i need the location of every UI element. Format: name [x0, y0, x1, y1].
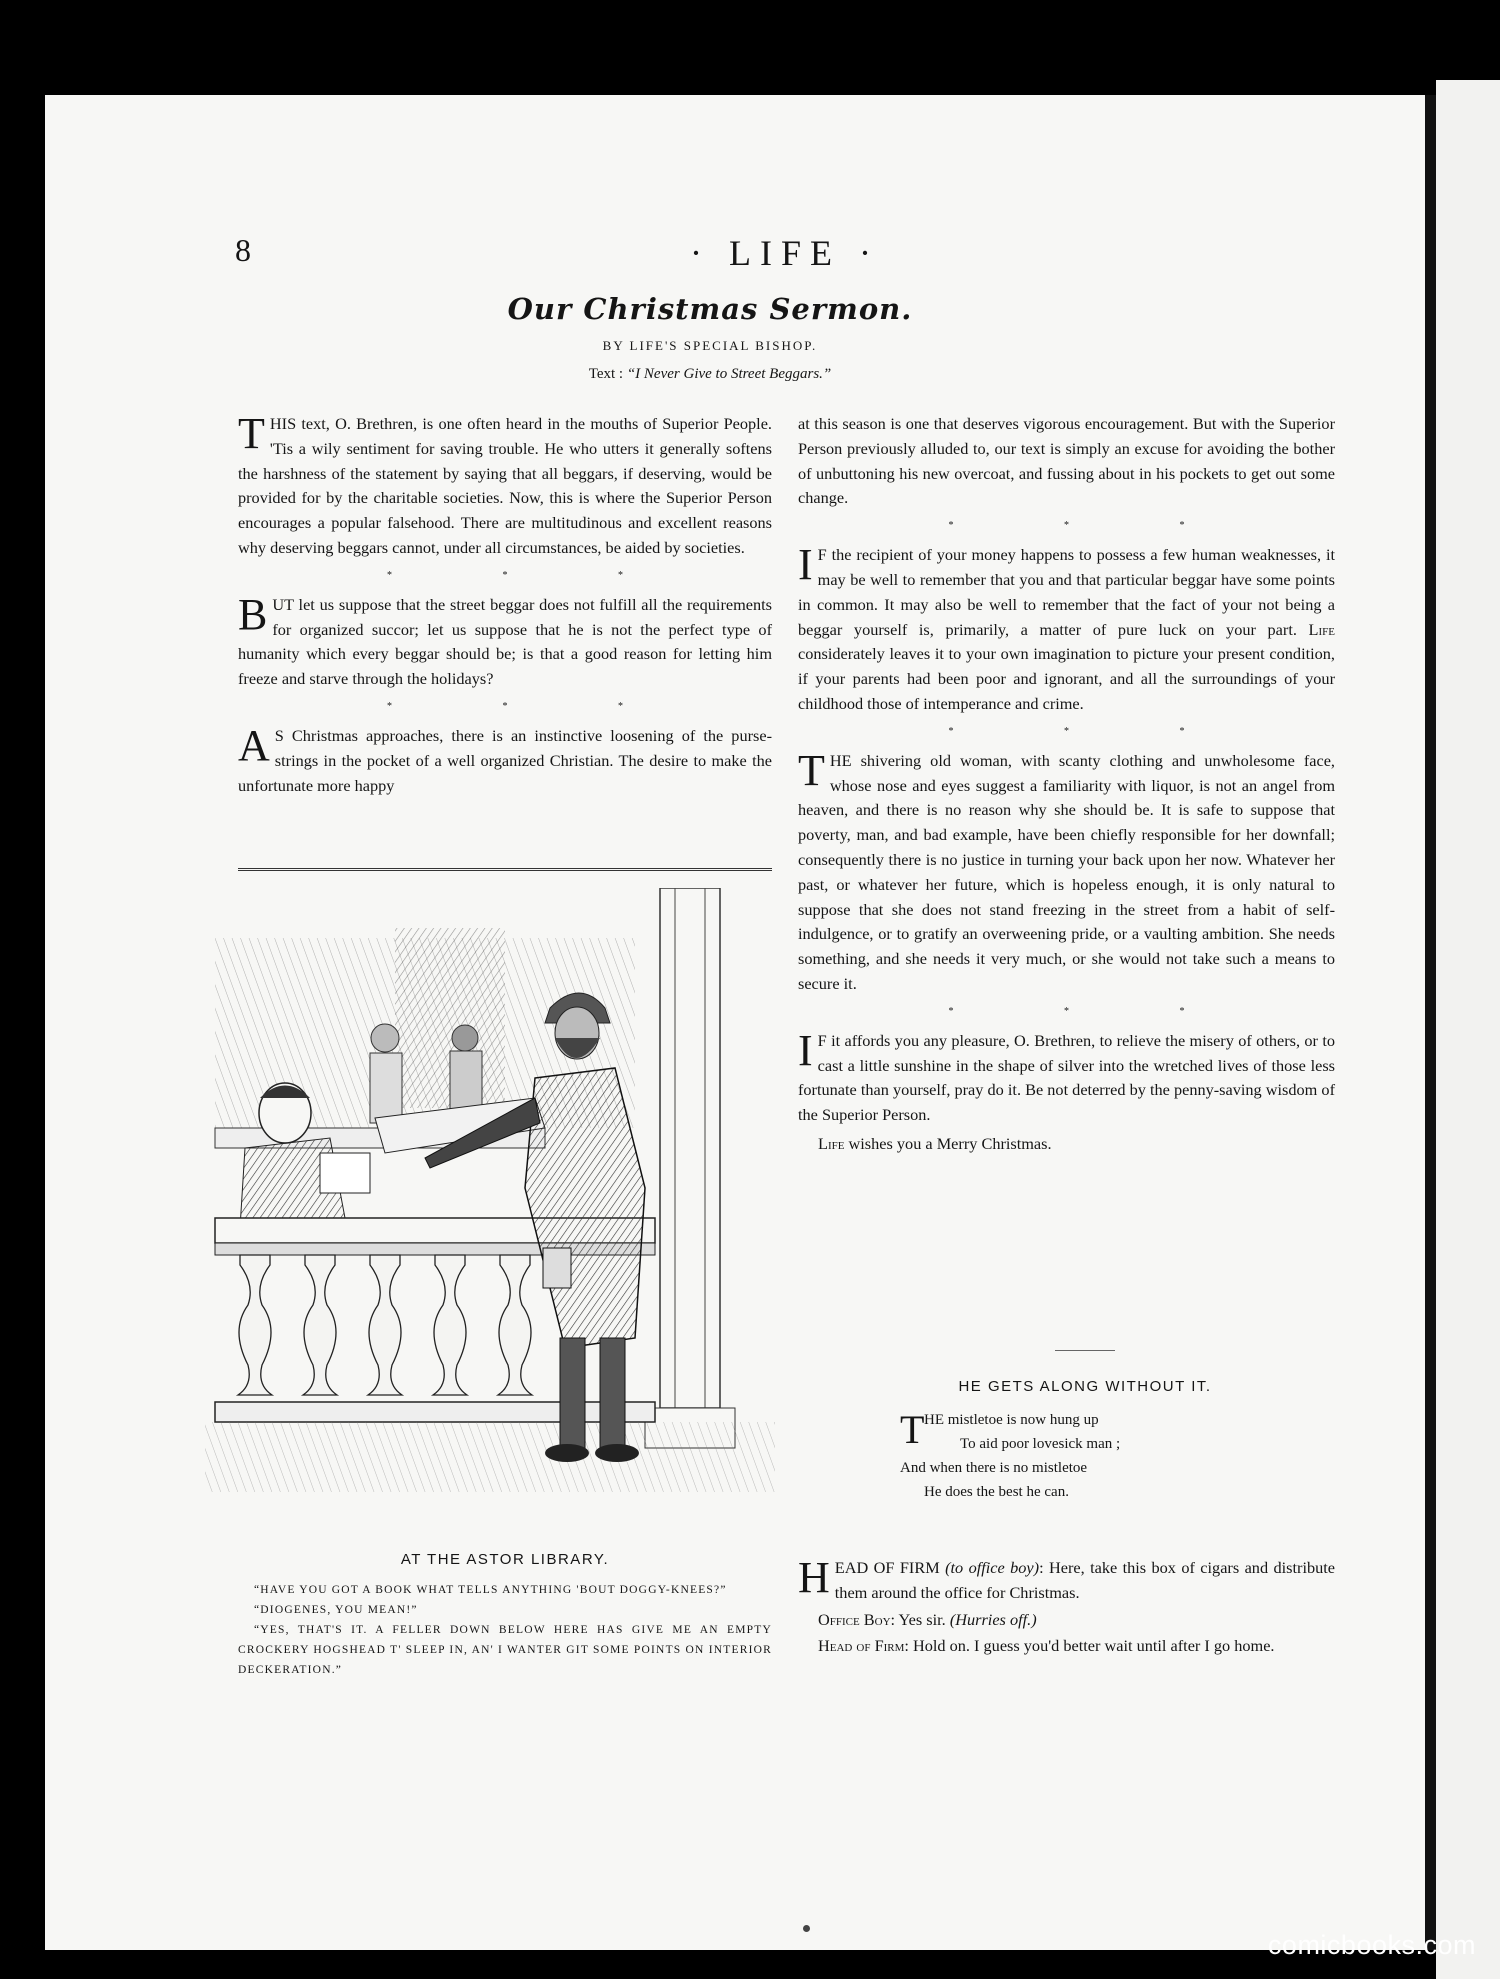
poem-line: To aid poor lovesick man ; — [960, 1436, 1121, 1452]
short-divider — [1055, 1350, 1115, 1351]
drop-cap: A — [238, 720, 270, 770]
dialogue-line: HEAD OF FIRM (to office boy): Here, take this box of cigars and distribute them around the office for Christmas. — [798, 1553, 1335, 1602]
caption-line: “YES, THAT'S IT. A FELLER DOWN BELOW HERE HAS GIVE ME AN EMPTY CROCKERY HOGSHEAD T' SLEEP IN, AN' I WANTER GIT SOME POINTS ON INTERIOR DECKERATION.” — [238, 1624, 772, 1676]
drop-cap: T — [798, 745, 825, 795]
dialogue-line: Office Boy: Yes sir. (Hurries off.) — [818, 1609, 1037, 1629]
section-divider: * * * — [387, 569, 677, 581]
sermon-text-line: Text : “I Never Give to Street Beggars.” — [588, 366, 832, 382]
double-rule — [238, 868, 772, 871]
poem-line: And when there is no mistletoe — [900, 1460, 1088, 1476]
poem-title: HE GETS ALONG WITHOUT IT. — [958, 1378, 1212, 1395]
sermon-text-quote: “I Never Give to Street Beggars.” — [626, 366, 832, 382]
masthead: · LIFE · — [690, 233, 880, 273]
paragraph: I F it affords you any pleasure, O. Brethren, to relieve the misery of others, or to cast a little sunshine in the shape of silver into the wretched lives of those less fortunate than yourself, pray do it. Be not deterred by the penny-saving wisdom of the Superior Person. — [798, 1025, 1335, 1125]
article-headline: Our Christmas Sermon. — [507, 292, 913, 326]
drop-cap: I — [798, 1025, 813, 1075]
paragraph: THE shivering old woman, with scanty clothing and unwholesome face, whose nose and eyes suggest a familiarity with liquor, is not an angel from heaven, and there is no reason why she should be. It is safe to suppose that poverty, man, and bad example, have been chiefly responsible for her downfall; consequently there is no justice in turning your back upon her now. Whatever her past, or whatever her future, which is hopeless enough, it is only natural to suppose that she does not stand freezing in the street from a habit of self-indulgence, or to gratify an overweening pride, or a vaulting ambition. She needs something, and she needs it very much, or she would not take such a means to secure it. — [798, 745, 1335, 993]
watermark: comicbooks.com — [1267, 1930, 1476, 1960]
dialogue-line: Head of Firm: Hold on. I guess you'd better wait until after I go home. — [818, 1636, 1275, 1656]
adjacent-page-edge — [1436, 80, 1500, 1979]
office-boy-dialogue — [798, 1553, 1335, 1661]
drop-cap: T — [900, 1407, 925, 1452]
page-number: 8 — [235, 232, 251, 268]
closing-line: Life wishes you a Merry Christmas. — [818, 1133, 1052, 1153]
right-column — [798, 412, 1335, 1161]
paragraph: BUT let us suppose that the street beggar does not fulfill all the requirements for organized succor; let us suppose that he is not the perfect type of humanity which every beggar should be; is that a good reason for letting him freeze and starve through the holidays? — [238, 589, 772, 689]
page-gutter — [1425, 95, 1436, 1950]
drop-cap: T — [238, 409, 265, 458]
drop-cap: H — [798, 1553, 830, 1602]
illustration-caption — [238, 1580, 772, 1680]
paragraph: I F the recipient of your money happens to possess a few human weaknesses, it may be well to remember that you and that particular beggar have some points in common. It may also be well to remember that the fact of your not being a beggar yourself is, primarily, a matter of pure luck on your part. Life considerately leaves it to your own imagination to picture your present condition, if your parents had been poor and ignorant, and all the surroundings of your childhood those of intemperance and crime. — [798, 540, 1335, 713]
scan-speck — [803, 1925, 810, 1932]
byline: BY LIFE'S SPECIAL BISHOP. — [602, 338, 818, 353]
section-divider: * * * — [387, 700, 677, 712]
caption-line: “HAVE YOU GOT A BOOK WHAT TELLS ANYTHING 'BOUT DOGGY-KNEES?” — [254, 1584, 727, 1596]
drop-cap: I — [798, 540, 813, 590]
drop-cap: B — [238, 589, 268, 639]
section-divider: * * * — [948, 725, 1239, 737]
illustration-caption-title: AT THE ASTOR LIBRARY. — [400, 1551, 610, 1568]
paragraph: A S Christmas approaches, there is an instinctive loosening of the purse-strings in the pocket of a well organized Christian. The desire to make the unfortunate more happy — [238, 720, 772, 795]
left-column — [238, 409, 772, 802]
poem-line: He does the best he can. — [924, 1484, 1069, 1500]
section-divider: * * * — [948, 520, 1239, 532]
paragraph: at this season is one that deserves vigorous encouragement. But with the Superior Person previously alluded to, our text is simply an excuse for avoiding the bother of unbuttoning his new overcoat, and fussing about in his pockets to get out some change. — [798, 414, 1335, 508]
paragraph: THIS text, O. Brethren, is one often heard in the mouths of Superior People. 'Tis a wily sentiment for saving trouble. He who utters it generally softens the harshness of the statement by saying that all beggars, if deserving, would be provided for by the charitable societies. Now, this is where the Superior Person encourages a popular falsehood. There are multitudinous and excellent reasons why deserving beggars cannot, under all circumstances, be aided by societies. — [238, 409, 772, 557]
poem — [900, 1408, 1120, 1504]
astor-library-illustration — [205, 888, 775, 1520]
section-divider: * * * — [948, 1005, 1239, 1017]
caption-line: “DIOGENES, YOU MEAN!” — [254, 1604, 418, 1616]
poem-line: HE mistletoe is now hung up — [924, 1412, 1099, 1428]
